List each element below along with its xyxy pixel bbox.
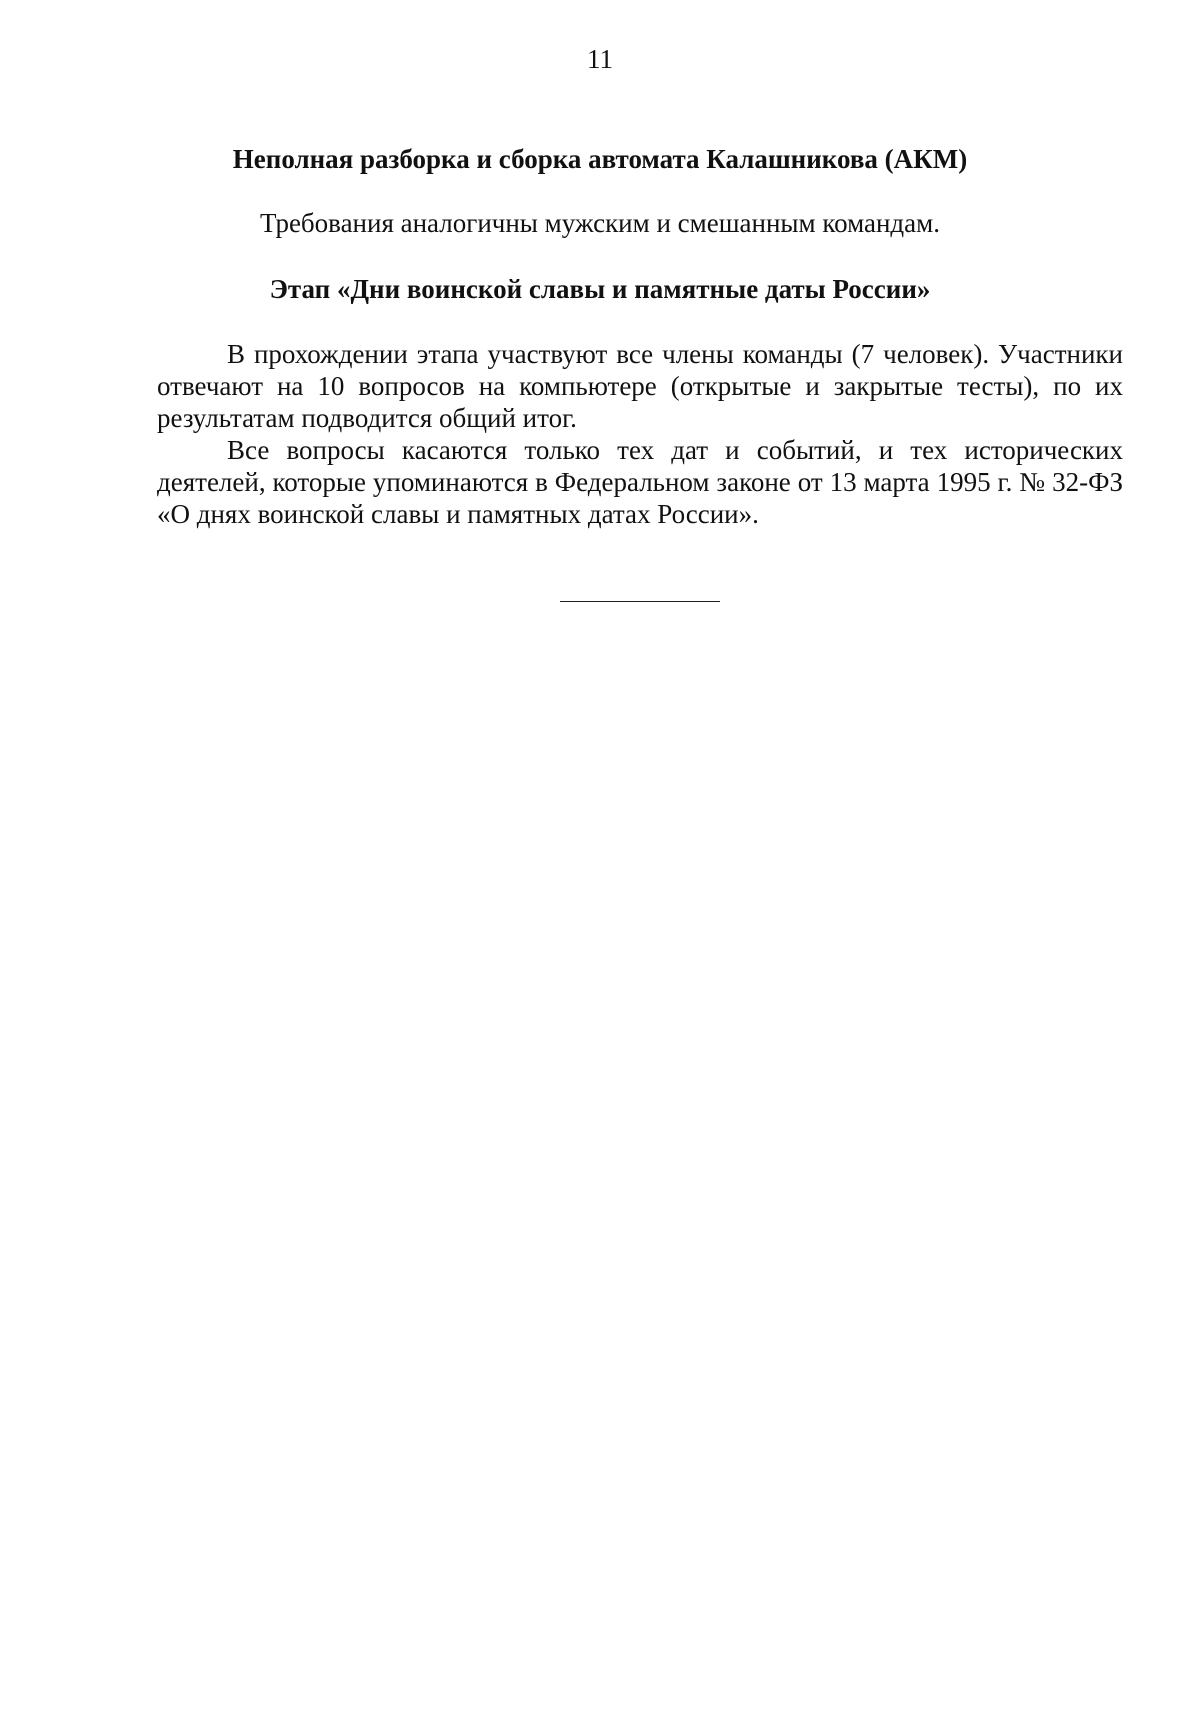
paragraph-text: Все вопросы касаются только тех дат и событий, и тех исторических деятелей, которые упоминаются в Федеральном законе от 13 марта 1995 г. № 32-ФЗ «О днях воинской славы и памятных датах России». [157, 435, 1123, 529]
section-text-requirements: Требования аналогичны мужским и смешанным командам. [259, 208, 940, 238]
section-heading-military-glory: Этап «Дни воинской славы и памятные даты России» [269, 274, 931, 304]
section-heading-akm: Неполная разборка и сборка автомата Калашникова (АКМ) [232, 144, 968, 174]
end-separator-line [560, 601, 720, 602]
paragraph-questions-scope [157, 434, 1123, 530]
paragraph-text: В прохождении этапа участвуют все члены команды (7 человек). Участники отвечают на 10 вопросов на компьютере (открытые и закрытые тесты), по их результатам подводится общий итог. [157, 339, 1123, 433]
paragraph-stage-description [157, 338, 1123, 434]
page-number: 11 [587, 44, 613, 74]
